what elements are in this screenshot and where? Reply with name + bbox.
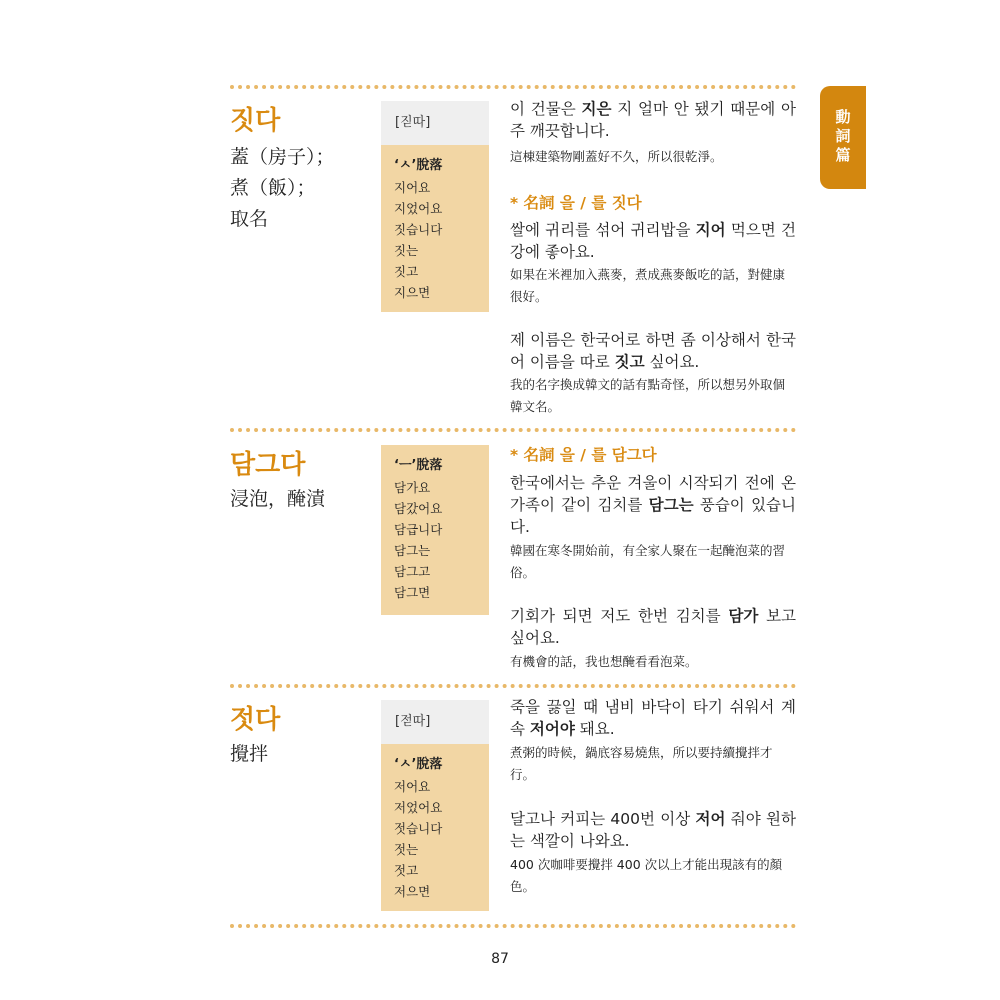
example-korean: 기회가 되면 저도 한번 김치를 담가 보고 싶어요. — [510, 607, 797, 647]
conjugation-form: 담그고 — [394, 564, 431, 579]
example-korean: 죽을 끓일 때 냄비 바닥이 타기 쉬워서 계속 저어야 돼요. — [510, 698, 796, 738]
example-chinese: 煮粥的時候，鍋底容易燒焦，所以要持續攪拌才行。 — [510, 745, 773, 782]
grammar-pattern: * 名詞 을 / 를 담그다 — [510, 446, 657, 464]
conjugation-form: 담그면 — [394, 585, 431, 600]
separator-top — [230, 85, 796, 89]
conjugation-rule: ‘ㅅ’脫落 — [394, 757, 443, 772]
example-chinese: 如果在米裡加入燕麥，煮成燕麥飯吃的話，對健康很好。 — [510, 267, 786, 304]
conjugation-form: 지어요 — [394, 180, 431, 195]
grammar-pattern: * 名詞 을 / 를 짓다 — [510, 194, 642, 212]
chapter-tab-char: 動 — [835, 108, 851, 126]
conjugation-form: 젓고 — [394, 863, 419, 878]
example-korean: 쌀에 귀리를 섞어 귀리밥을 지어 먹으면 건강에 좋아요. — [510, 221, 796, 261]
example-chinese: 韓國在寒冬開始前，有全家人聚在一起醃泡菜的習俗。 — [510, 543, 786, 580]
conjugation-box — [381, 101, 489, 312]
example-chinese: 這棟建築物剛蓋好不久，所以很乾淨。 — [510, 149, 723, 164]
conjugation-rule: ‘ㅅ’脫落 — [394, 158, 443, 173]
conjugation-box — [381, 445, 489, 615]
chapter-tab — [820, 86, 866, 189]
conjugation-form: 저으면 — [394, 884, 431, 899]
conjugation-form: 저었어요 — [394, 800, 443, 815]
conjugation-form: 지으면 — [394, 285, 431, 300]
entry-word: 담그다 — [230, 450, 306, 480]
pronunciation: [짇따] — [381, 101, 489, 145]
chapter-tab-char: 篇 — [835, 146, 851, 164]
entry-meaning: 蓋（房子）； 煮（飯）； 取名 — [230, 146, 335, 230]
conjugation-rule: ‘ㅡ’脫落 — [394, 458, 443, 473]
example-chinese: 400 次咖啡要攪拌 400 次以上才能出現該有的顏色。 — [510, 857, 783, 894]
entry-meaning: 攪拌 — [230, 743, 269, 765]
separator-bottom — [230, 924, 796, 928]
conjugation-form: 젓는 — [394, 842, 419, 857]
conjugation-form: 짓는 — [394, 243, 419, 258]
entry-word: 젓다 — [230, 705, 281, 735]
conjugation-form: 짓고 — [394, 264, 419, 279]
conjugation-box — [381, 700, 489, 911]
example-korean: 이 건물은 지은 지 얼마 안 됐기 때문에 아주 깨끗합니다. — [510, 100, 796, 140]
example-chinese: 有機會的話，我也想醃看看泡菜。 — [510, 654, 698, 669]
conjugation-form: 지었어요 — [394, 201, 443, 216]
entry-word: 짓다 — [230, 106, 281, 136]
pronunciation: [젇따] — [381, 700, 489, 744]
entry-meaning: 浸泡，醃漬 — [230, 488, 326, 510]
conjugation-form: 담갔어요 — [394, 501, 443, 516]
example-korean: 제 이름은 한국어로 하면 좀 이상해서 한국어 이름을 따로 짓고 싶어요. — [510, 331, 796, 371]
separator-1 — [230, 428, 796, 432]
conjugation-form: 젓습니다 — [394, 821, 443, 836]
conjugation-form: 저어요 — [394, 779, 431, 794]
page-number: 87 — [491, 951, 509, 967]
separator-2 — [230, 684, 796, 688]
example-korean: 한국에서는 추운 겨울이 시작되기 전에 온 가족이 같이 김치를 담그는 풍습이 있습니다. — [510, 474, 796, 536]
chapter-tab-char: 詞 — [835, 127, 851, 145]
conjugation-form: 담급니다 — [394, 522, 443, 537]
conjugation-form: 짓습니다 — [394, 222, 443, 237]
example-chinese: 我的名字換成韓文的話有點奇怪，所以想另外取個韓文名。 — [510, 377, 786, 414]
conjugation-form: 담가요 — [394, 480, 431, 495]
example-korean: 달고나 커피는 400번 이상 저어 줘야 원하는 색깔이 나와요. — [510, 810, 796, 850]
conjugation-form: 담그는 — [394, 543, 431, 558]
